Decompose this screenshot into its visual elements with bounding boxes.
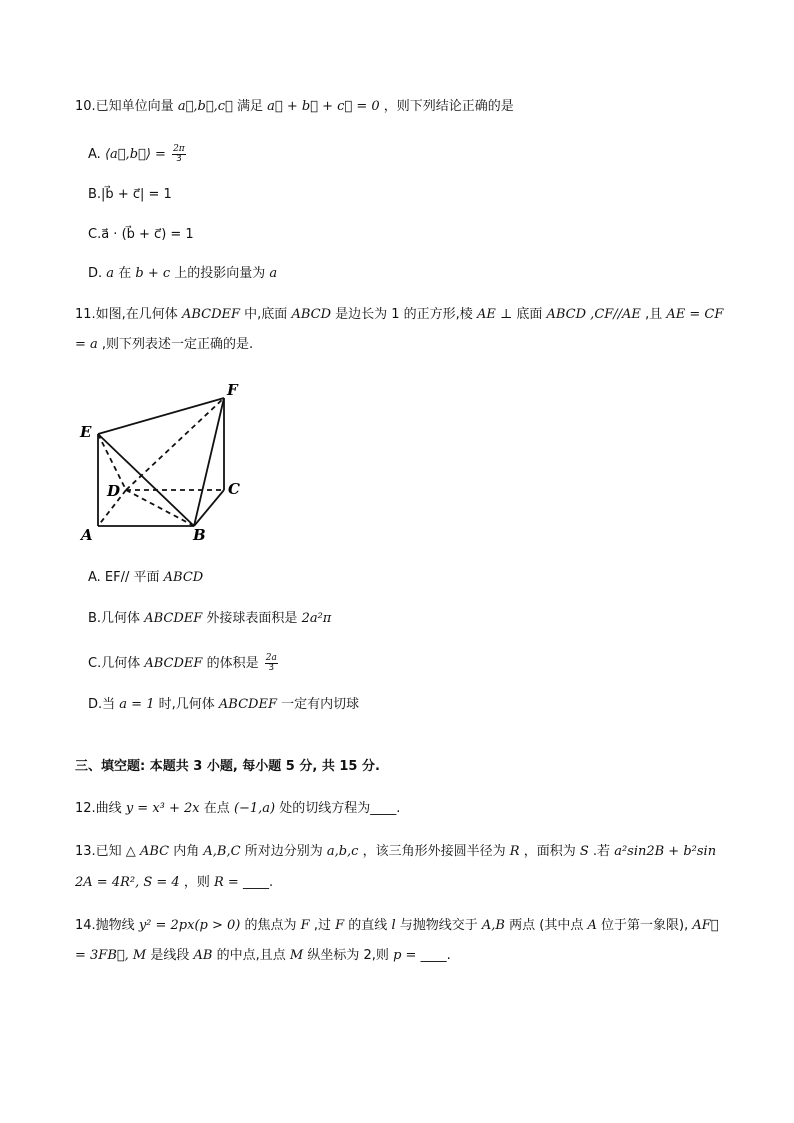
q11-option-d-math: a = 1 bbox=[119, 697, 155, 712]
q12-text: 在点 bbox=[203, 801, 230, 816]
q11-option-c-text-2: 的体积是 bbox=[206, 656, 259, 671]
q14-text: 的直线 bbox=[348, 918, 388, 933]
q10-option-c: C.a⃗ · (b⃗ + c⃗) = 1 bbox=[88, 227, 194, 242]
q11-option-c bbox=[88, 654, 280, 673]
q10-option-a-fraction bbox=[172, 145, 186, 164]
q11-text: 中,底面 bbox=[244, 307, 288, 322]
q14-math: F bbox=[335, 918, 345, 933]
q11-option-c-math: ABCDEF bbox=[144, 656, 203, 671]
section-3-title: 三、填空题: 本题共 3 小题, 每小题 5 分, 共 15 分. bbox=[75, 759, 380, 774]
q14-text: 纵坐标为 2,则 bbox=[307, 948, 389, 963]
q14-math: = 3FB⃗, M bbox=[75, 948, 147, 963]
fraction-denominator: 3 bbox=[268, 663, 275, 673]
q13-text: 所对边分别为 bbox=[244, 844, 323, 859]
q14-text: 14.抛物线 bbox=[75, 918, 135, 933]
q10-stem-text: 10.已知单位向量 bbox=[75, 99, 174, 114]
q10-stem-text-2: 满足 bbox=[237, 99, 264, 114]
q14-text: 的中点,且点 bbox=[216, 948, 286, 963]
q14-math: A bbox=[587, 918, 597, 933]
vertex-label-A: A bbox=[81, 526, 93, 544]
q13-line2 bbox=[75, 874, 273, 892]
q11-option-c-fraction bbox=[265, 654, 278, 673]
q10-option-a bbox=[88, 145, 188, 164]
q14-math: AB bbox=[193, 948, 213, 963]
q13-math: 2A = 4R², S = 4 bbox=[75, 875, 180, 890]
q10-option-a-expr: ⟨a⃗,b⃗⟩ = bbox=[104, 147, 166, 162]
q13-line1 bbox=[75, 843, 716, 861]
q11-option-a-text: A. EF// 平面 bbox=[88, 570, 160, 585]
q11-option-b-text-2: 外接球表面积是 bbox=[206, 611, 298, 626]
q10-stem-text-3: ，则下列结论正确的是 bbox=[383, 99, 514, 114]
q14-math: p = bbox=[393, 948, 417, 963]
q13-math: S bbox=[579, 844, 589, 859]
vertex-label-C: C bbox=[228, 480, 240, 498]
q11-stem-line2 bbox=[75, 336, 253, 354]
q11-math: ABCDEF bbox=[181, 307, 241, 322]
edge-EB bbox=[98, 434, 194, 526]
fraction-numerator: 2a bbox=[265, 653, 277, 663]
q14-text: ,过 bbox=[313, 918, 331, 933]
q10-option-d bbox=[88, 265, 277, 283]
q14-text: 的焦点为 bbox=[244, 918, 297, 933]
q10-option-d-text: 在 bbox=[118, 266, 132, 281]
q11-math: ABCD ,CF//AE bbox=[546, 307, 641, 322]
q12-text: 12.曲线 bbox=[75, 801, 122, 816]
q13-text: ，面积为 bbox=[523, 844, 576, 859]
q11-option-a bbox=[88, 569, 203, 587]
fraction-denominator: 3 bbox=[176, 154, 182, 164]
q11-option-b bbox=[88, 610, 331, 628]
q11-text: ,且 bbox=[645, 307, 663, 322]
q11-option-d-math-2: ABCDEF bbox=[218, 697, 277, 712]
vertex-label-D: D bbox=[107, 482, 121, 500]
q14-math: A,B bbox=[481, 918, 505, 933]
q11-geometry-figure bbox=[74, 374, 254, 546]
q11-option-d-text: D.当 bbox=[88, 697, 116, 712]
q11-option-b-text: B.几何体 bbox=[88, 611, 141, 626]
q13-blank: ____. bbox=[242, 875, 274, 890]
q12-text: 处的切线方程为____. bbox=[279, 801, 401, 816]
q11-option-d-text-2: 时,几何体 bbox=[158, 697, 215, 712]
q14-math: AF⃗ bbox=[692, 918, 719, 933]
q11-math: ABCD bbox=[291, 307, 331, 322]
q13-math: A,B,C bbox=[203, 844, 241, 859]
q14-text: 是线段 bbox=[150, 948, 190, 963]
q10-option-b: B.|b⃗ + c⃗| = 1 bbox=[88, 187, 172, 202]
q14-math: y² = 2px(p > 0) bbox=[138, 918, 241, 933]
q13-text: ，则 bbox=[183, 875, 210, 890]
q11-text: 11.如图,在几何体 bbox=[75, 307, 178, 322]
q14-math: F bbox=[300, 918, 310, 933]
q14-text: 与抛物线交于 bbox=[399, 918, 478, 933]
q13-text: ，该三角形外接圆半径为 bbox=[362, 844, 506, 859]
q11-math: AE ⊥ bbox=[476, 307, 513, 322]
q14-text: 位于第一象限), bbox=[601, 918, 689, 933]
q12-math: y = x³ + 2x bbox=[125, 801, 200, 816]
q13-math: ABC bbox=[139, 844, 170, 859]
q11-text: 是边长为 1 的正方形,棱 bbox=[335, 307, 473, 322]
vertex-label-E: E bbox=[80, 423, 92, 441]
q11-stem-line1 bbox=[75, 306, 723, 324]
vertex-label-F: F bbox=[227, 381, 238, 399]
q12-math: (−1,a) bbox=[233, 801, 276, 816]
q11-option-d bbox=[88, 696, 359, 714]
fraction-numerator: 2π bbox=[173, 144, 185, 154]
q11-option-c-text: C.几何体 bbox=[88, 656, 141, 671]
q11-math: = a bbox=[75, 337, 98, 352]
q10-option-d-math: a bbox=[106, 266, 115, 281]
q10-option-d-text-2: 上的投影向量为 bbox=[174, 266, 266, 281]
q11-math: AE = CF bbox=[666, 307, 724, 322]
q10-vectors: a⃗,b⃗,c⃗ bbox=[177, 99, 233, 114]
q13-math: a,b,c bbox=[326, 844, 359, 859]
q13-math: a²sin2B + b²sin bbox=[614, 844, 717, 859]
q11-option-d-text-3: 一定有内切球 bbox=[281, 697, 360, 712]
q12 bbox=[75, 800, 400, 818]
q14-blank: ____. bbox=[420, 948, 451, 963]
q11-text: ,则下列表述一定正确的是. bbox=[101, 337, 254, 352]
q13-math: R bbox=[509, 844, 520, 859]
q10-option-d-label: D. bbox=[88, 266, 103, 281]
q10-option-a-label: A. bbox=[88, 147, 101, 162]
edge-DB bbox=[126, 490, 194, 526]
q14-text: 两点 (其中点 bbox=[509, 918, 584, 933]
q10-option-d-math-2: b + c bbox=[135, 266, 171, 281]
q13-text: .若 bbox=[592, 844, 611, 859]
q13-text: 内角 bbox=[173, 844, 200, 859]
q14-math: M bbox=[289, 948, 304, 963]
q11-option-b-math: ABCDEF bbox=[144, 611, 203, 626]
q14-line1 bbox=[75, 917, 719, 935]
q10-equation: a⃗ + b⃗ + c⃗ = 0 bbox=[267, 99, 380, 114]
vertex-label-B: B bbox=[193, 526, 206, 544]
q10-stem bbox=[75, 98, 514, 116]
q11-option-a-math: ABCD bbox=[163, 570, 204, 585]
q14-math: l bbox=[391, 918, 396, 933]
q13-math: R = bbox=[213, 875, 239, 890]
q14-line2 bbox=[75, 947, 451, 965]
q13-text: 13.已知 △ bbox=[75, 844, 136, 859]
q11-option-b-math-2: 2a²π bbox=[301, 611, 332, 626]
q11-text: 底面 bbox=[516, 307, 543, 322]
q10-option-d-math-3: a bbox=[269, 266, 278, 281]
